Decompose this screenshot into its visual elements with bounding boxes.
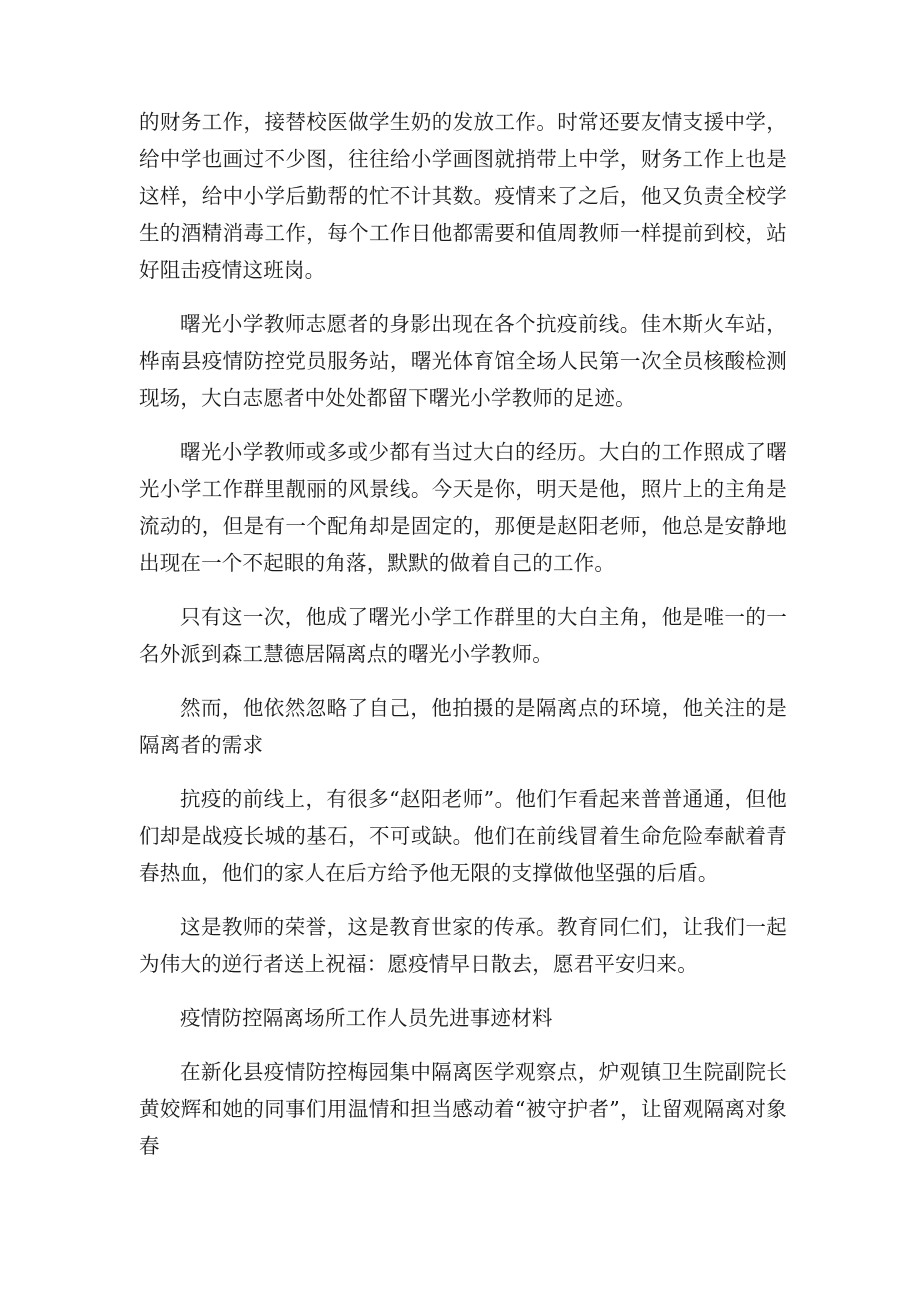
document-body [139, 104, 787, 1182]
paragraph-7: 这是教师的荣誉，这是教育世家的传承。教育同仁们，让我们一起为伟大的逆行者送上祝福：愿疫情早日散去，愿君平安归来。 [139, 915, 787, 976]
paragraph-8: 在新化县疫情防控梅园集中隔离医学观察点，炉观镇卫生院副院长黄姣辉和她的同事们用温情和担当感动着“被守护者”，让留观隔离对象春 [139, 1060, 787, 1158]
paragraph-6: 抗疫的前线上，有很多“赵阳老师”。他们乍看起来普普通通，但他们却是战疫长城的基石，不可或缺。他们在前线冒着生命危险奉献着青春热血，他们的家人在后方给予他无限的支撑做他坚强的后盾。 [139, 787, 787, 885]
paragraph-5: 然而，他依然忽略了自己，他拍摄的是隔离点的环境，他关注的是隔离者的需求 [139, 696, 787, 757]
section-heading: 疫情防控隔离场所工作人员先进事迹材料 [180, 1006, 553, 1030]
paragraph-2: 曙光小学教师志愿者的身影出现在各个抗疫前线。佳木斯火车站，桦南县疫情防控党员服务站，曙光体育馆全场人民第一次全员核酸检测现场，大白志愿者中处处都留下曙光小学教师的足迹。 [139, 312, 787, 410]
paragraph-4: 只有这一次，他成了曙光小学工作群里的大白主角，他是唯一的一名外派到森工慧德居隔离点的曙光小学教师。 [139, 605, 787, 666]
paragraph-3: 曙光小学教师或多或少都有当过大白的经历。大白的工作照成了曙光小学工作群里靓丽的风景线。今天是你，明天是他，照片上的主角是流动的，但是有一个配角却是固定的，那便是赵阳老师，他总是安静地出现在一个不起眼的角落，默默的做着自己的工作。 [139, 440, 787, 575]
paragraph-1: 的财务工作，接替校医做学生奶的发放工作。时常还要友情支援中学，给中学也画过不少图，往往给小学画图就捎带上中学，财务工作上也是这样，给中小学后勤帮的忙不计其数。疫情来了之后，他又负责全校学生的酒精消毒工作，每个工作日他都需要和值周教师一样提前到校，站好阻击疫情这班岗。 [139, 110, 787, 282]
